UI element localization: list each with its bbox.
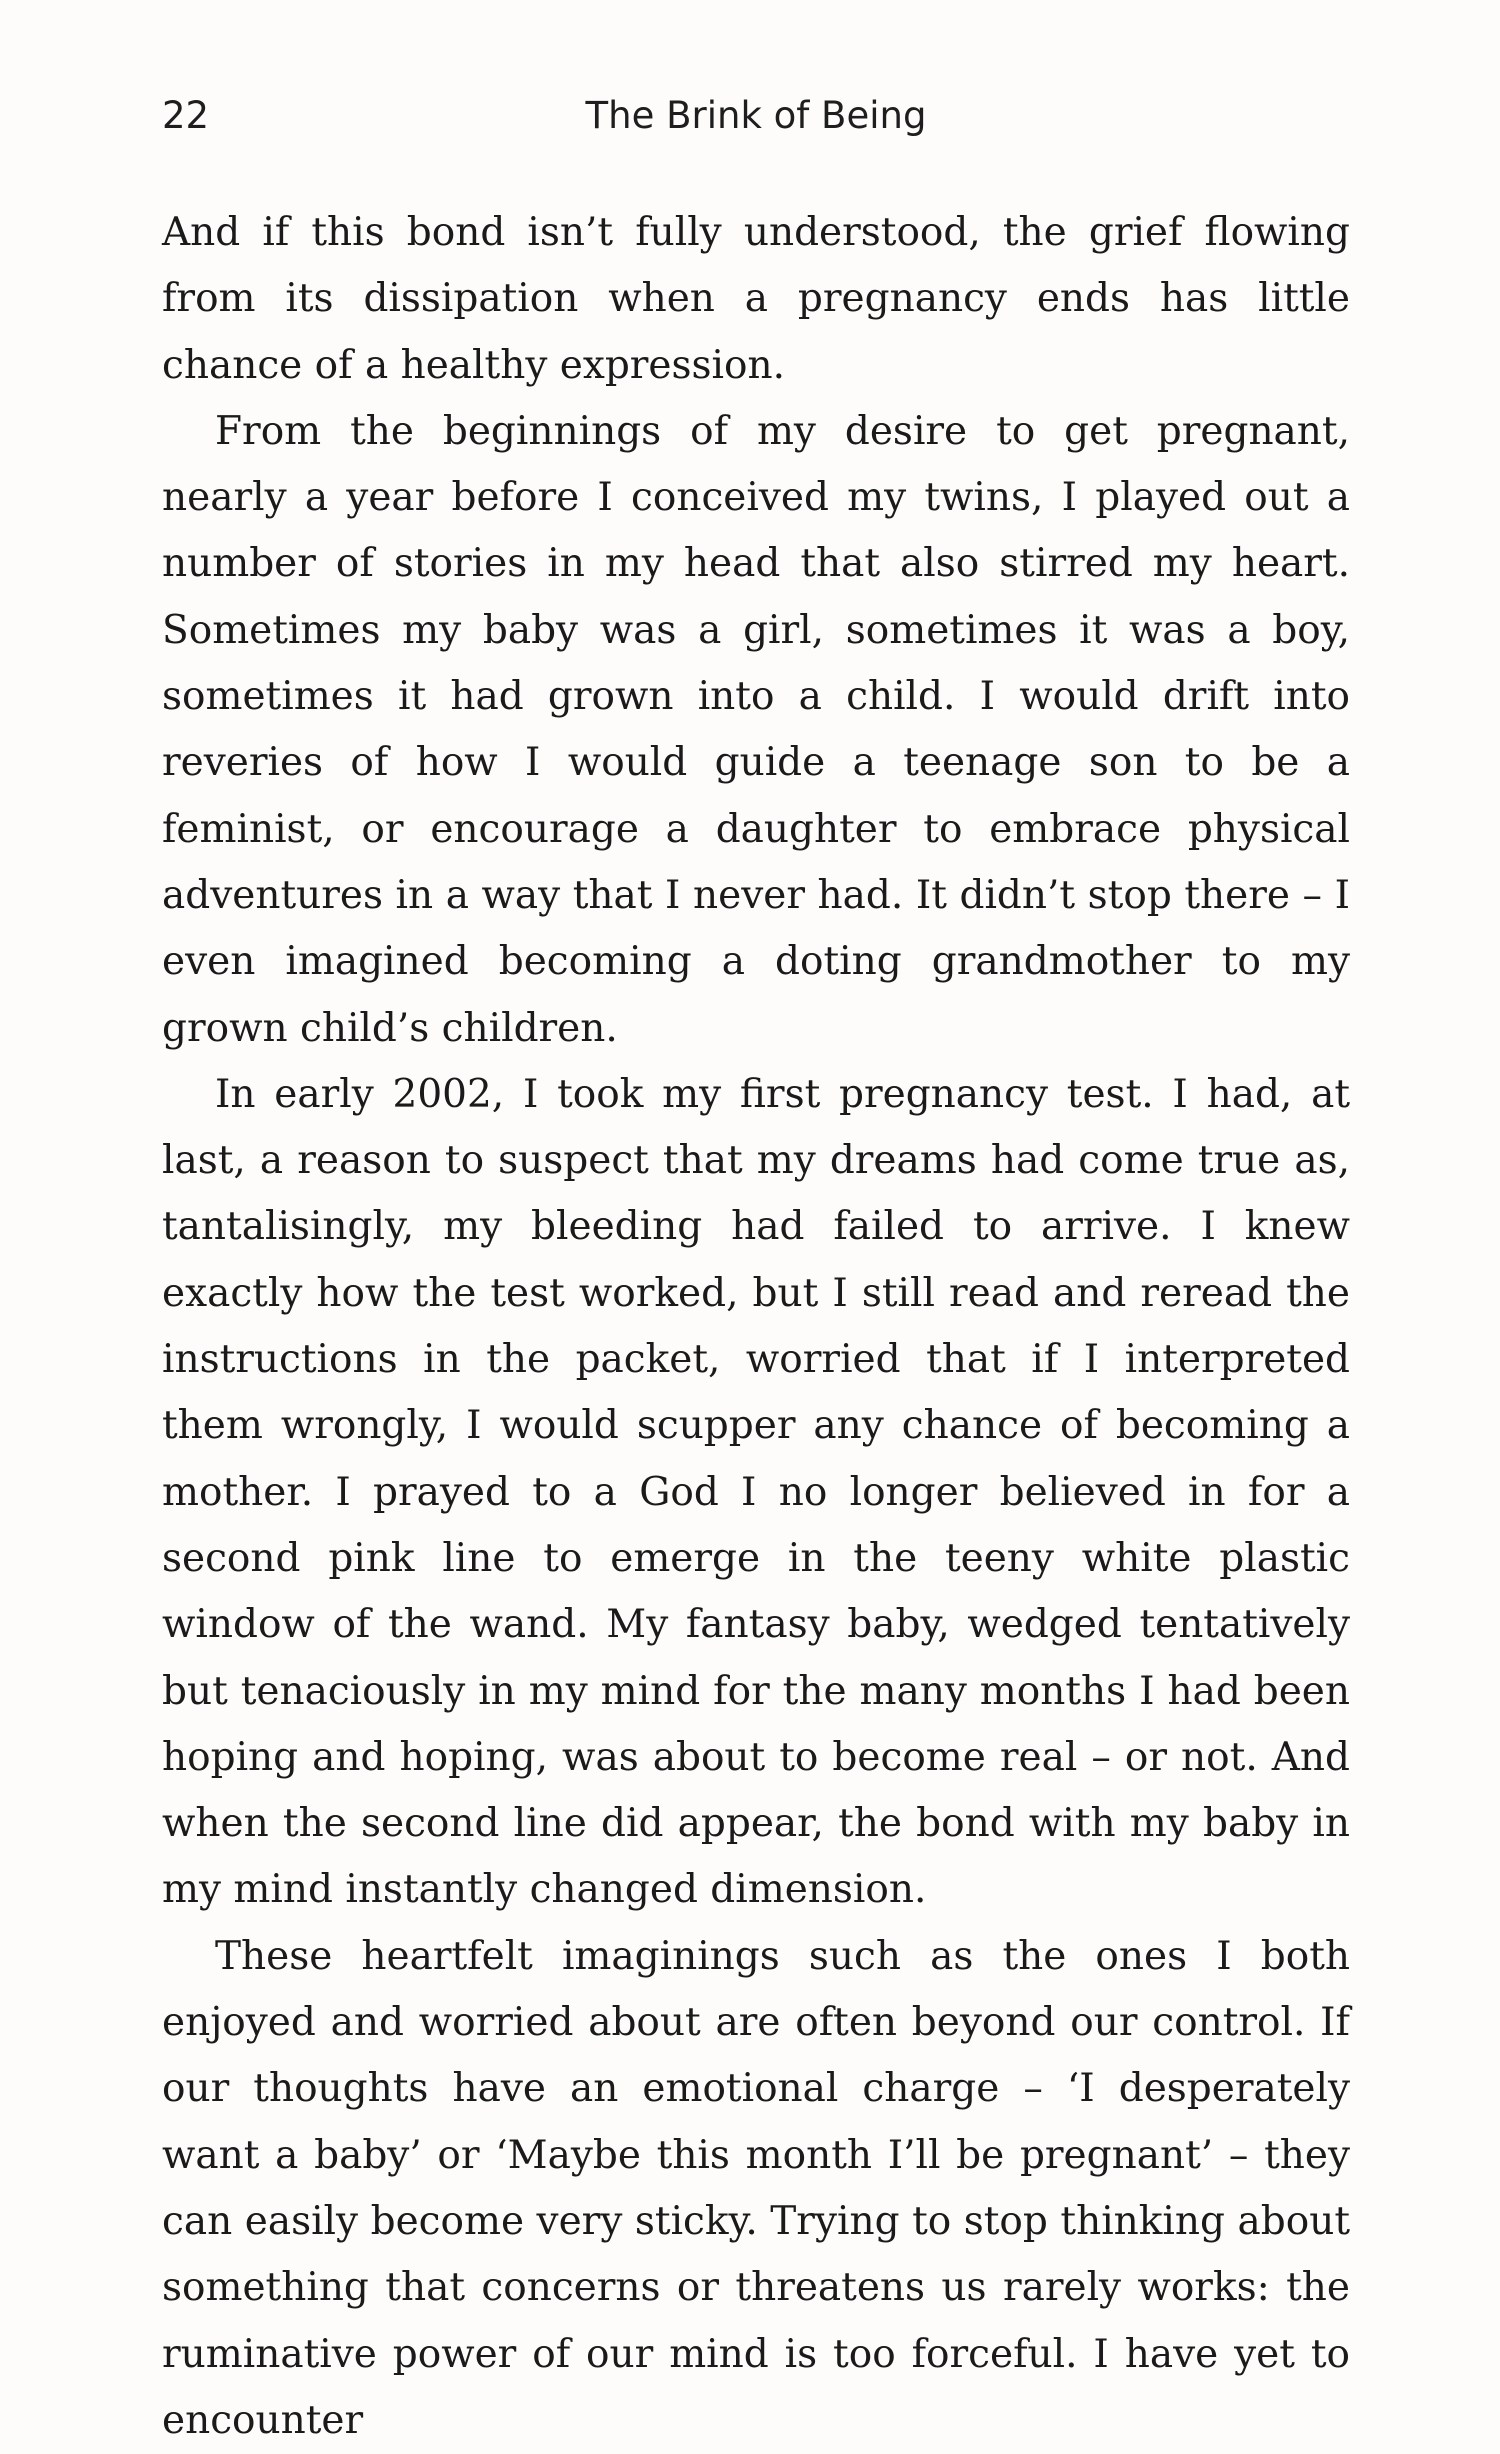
paragraph: And if this bond isn’t fully understood, the grief flowing from its dissipation when a pregnancy ends has little chance of a healthy expression. [162, 210, 1350, 388]
book-title: The Brink of Being [585, 94, 927, 137]
paragraph: These heartfelt imaginings such as the ones I both enjoyed and worried about are often beyond our control. If our thoughts have an emotional charge – ‘I desperately want a baby’ or ‘Maybe this month I’ll be pregnant’ – they can easily become very sticky. Trying to stop thinking about something that concerns or threatens us rarely works: the ruminative power of our mind is too forceful. I have yet to encounter [162, 1933, 1350, 2443]
paragraph: In early 2002, I took my first pregnancy test. I had, at last, a reason to suspect that my dreams had come true as, tantalisingly, my bleeding had failed to arrive. I knew exactly how the test worked, but I still read and reread the instructions in the packet, worried that if I interpreted them wrongly, I would scupper any chance of becoming a mother. I prayed to a God I no longer believed in for a second pink line to emerge in the teeny white plastic window of the wand. My fantasy baby, wedged tentatively but tenaciously in my mind for the many months I had been hoping and hoping, was about to become real – or not. And when the second line did appear, the bond with my baby in my mind instantly changed dimension. [162, 1071, 1350, 1913]
page-number: 22 [162, 94, 210, 137]
paragraph: From the beginnings of my desire to get pregnant, nearly a year before I conceived my twins, I played out a number of stories in my head that also stirred my heart. Sometimes my baby was a girl, sometimes it was a boy, sometimes it had grown into a child. I would drift into reveries of how I would guide a teenage son to be a feminist, or encourage a daughter to embrace physical adventures in a way that I never had. It didn’t stop there – I even imagined becoming a doting grandmother to my grown child’s children. [162, 408, 1350, 1051]
running-head [162, 86, 1350, 146]
body-text [162, 200, 1350, 2454]
